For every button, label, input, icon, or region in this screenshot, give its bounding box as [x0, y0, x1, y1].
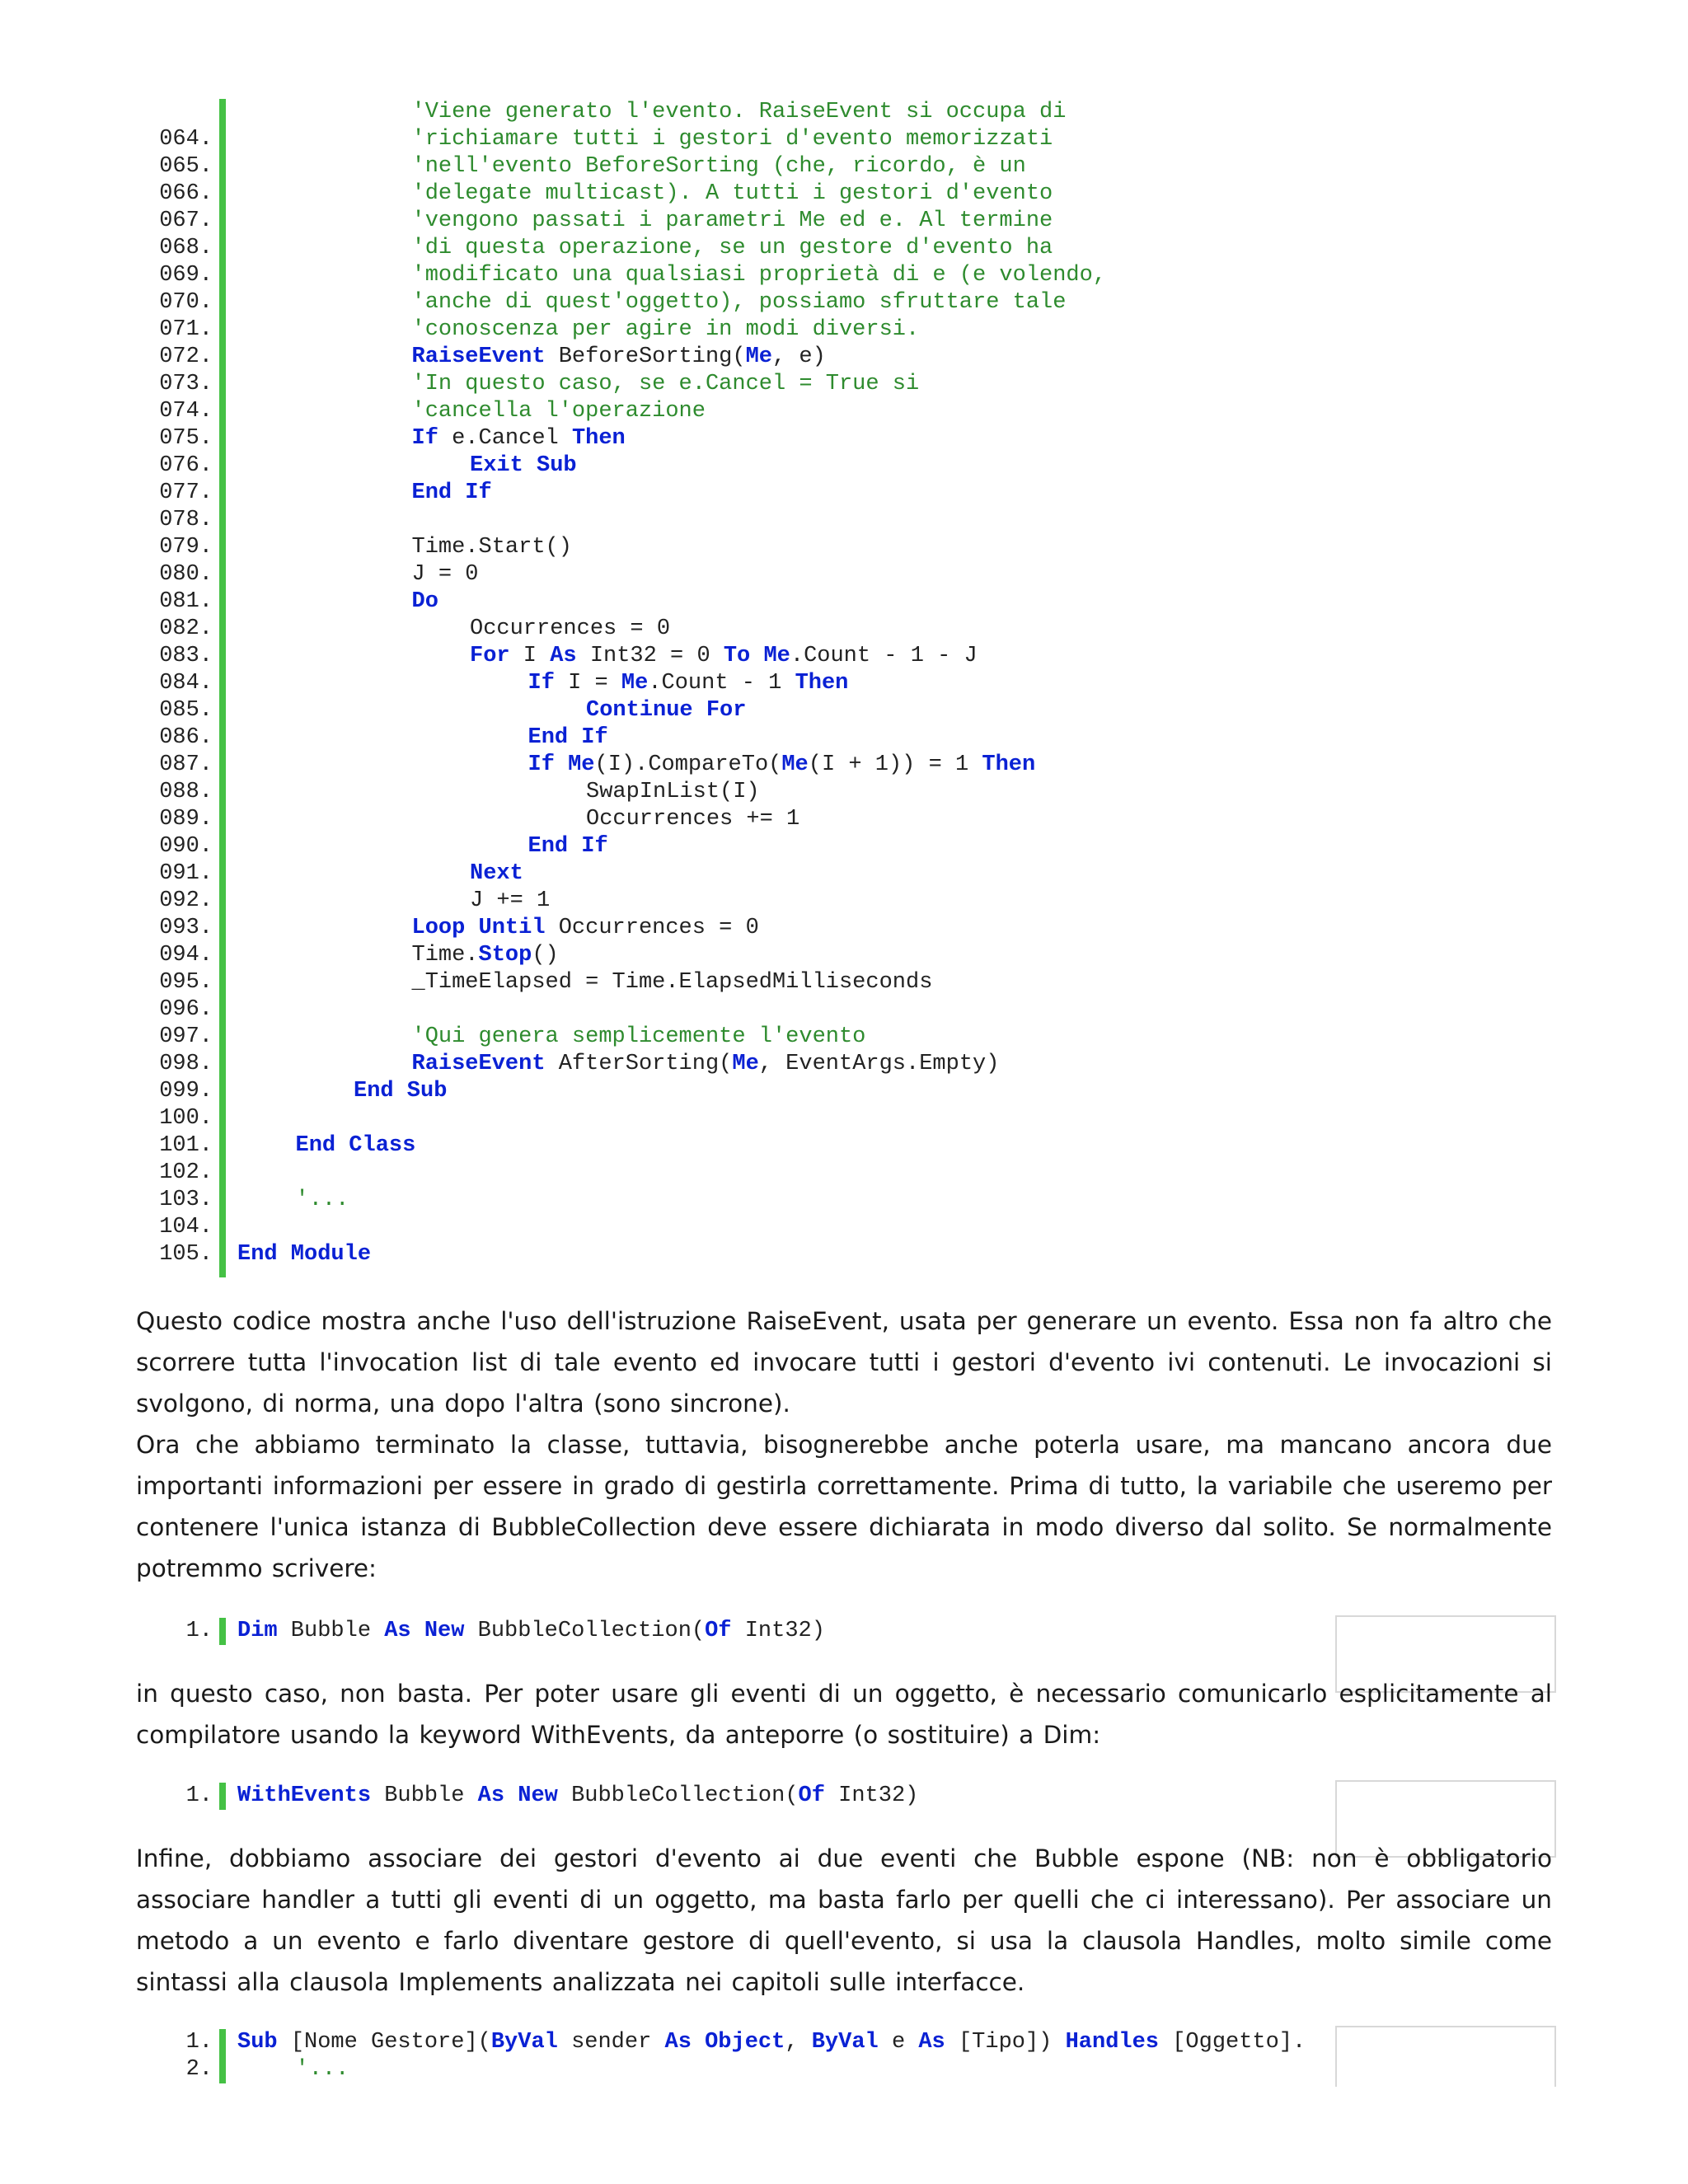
- code-line: [0, 1132, 1688, 1160]
- line-number: 068.: [159, 236, 213, 260]
- code-text: [528, 752, 1036, 779]
- code-token: [555, 752, 568, 777]
- code-token: ,: [785, 2030, 812, 2055]
- code-line: [0, 643, 1688, 670]
- line-number: 064.: [159, 127, 213, 152]
- code-keyword: As New: [384, 1619, 465, 1643]
- code-keyword: As: [550, 644, 577, 668]
- code-token: BubbleCollection(: [464, 1619, 706, 1643]
- code-line: [0, 996, 1688, 1024]
- code-keyword: Do: [411, 589, 438, 614]
- code-keyword: For: [470, 644, 510, 668]
- line-number: 070.: [159, 290, 213, 315]
- code-text: [412, 344, 826, 371]
- line-number: 097.: [159, 1024, 213, 1049]
- line-number: 086.: [159, 725, 213, 750]
- code-text: [412, 1024, 866, 1051]
- code-token: Occurrences = 0: [545, 916, 759, 940]
- code-comment: '...: [295, 1188, 349, 1212]
- code-text: [470, 452, 577, 480]
- code-text: [412, 969, 933, 996]
- code-text: [412, 153, 1026, 180]
- line-number: 098.: [159, 1052, 213, 1076]
- code-keyword: To: [723, 644, 751, 668]
- code-line: [0, 480, 1688, 507]
- line-number: 080.: [159, 562, 213, 587]
- code-text: [412, 915, 759, 942]
- code-keyword: RaiseEvent: [411, 344, 546, 369]
- code-keyword: RaiseEvent: [411, 1052, 546, 1076]
- code-line: [0, 1024, 1688, 1051]
- code-line: [0, 724, 1688, 752]
- code-keyword: Stop: [478, 943, 532, 968]
- code-line: [0, 1214, 1688, 1241]
- code-text: [412, 180, 1053, 208]
- code-line: [0, 289, 1688, 316]
- code-token: [750, 644, 763, 668]
- code-token: Occurrences = 0: [470, 616, 671, 641]
- code-line: [0, 262, 1688, 289]
- code-text: [470, 643, 978, 670]
- code-token: Time.: [411, 943, 479, 968]
- code-text: [237, 1241, 371, 1268]
- code-keyword: End Class: [295, 1133, 416, 1158]
- code-token: , EventArgs.Empty): [758, 1052, 1000, 1076]
- line-number: 083.: [159, 644, 213, 668]
- code-token: .Count - 1 - J: [790, 644, 978, 668]
- line-number: 077.: [159, 480, 213, 505]
- code-keyword: WithEvents: [237, 1783, 372, 1808]
- line-number: 065.: [159, 154, 213, 179]
- code-keyword: Handles: [1065, 2030, 1160, 2055]
- code-token: [Tipo]): [945, 2030, 1066, 2055]
- code-keyword: Then: [795, 671, 849, 696]
- code-line: [0, 588, 1688, 616]
- code-line: [0, 1051, 1688, 1078]
- code-comment: 'vengono passati i parametri Me ed e. Al termine: [411, 209, 1053, 233]
- code-token: .Count - 1: [648, 671, 795, 696]
- line-number: 094.: [159, 943, 213, 968]
- line-number: 075.: [159, 426, 213, 451]
- code-token: Bubble: [371, 1783, 478, 1808]
- code-text: [237, 1618, 825, 1645]
- code-text: [586, 779, 760, 806]
- code-text: [296, 1187, 349, 1214]
- code-comment: 'conoscenza per agire in modi diversi.: [411, 317, 920, 342]
- line-number: 088.: [159, 780, 213, 804]
- code-text: [412, 316, 920, 344]
- code-keyword: Then: [571, 426, 626, 451]
- code-token: e: [878, 2030, 919, 2055]
- code-line: [0, 180, 1688, 208]
- code-comment: 'Viene generato l'evento. RaiseEvent si occupa di: [411, 100, 1067, 124]
- code-text: [586, 806, 799, 833]
- code-keyword: End Module: [237, 1242, 372, 1267]
- code-token: I: [509, 644, 551, 668]
- body-text-block-2: [136, 1673, 1552, 1755]
- code-keyword: ByVal: [490, 2030, 558, 2055]
- code-text: [586, 697, 746, 724]
- body-text-block-3: [136, 1838, 1552, 2003]
- paragraph-handles: Infine, dobbiamo associare dei gestori d'evento ai due eventi che Bubble espone (NB: non è obbligatorio associare handler a tutti gli eventi di un oggetto, ma basta farlo per quelli che ci interessano). Per associare un metodo a un evento e farlo diventare gestore di quell'evento, si usa la clausola Handles, molto simile come sintassi alla clausola Implements analizzata nei capitoli sulle interfacce.: [136, 1844, 1552, 1996]
- code-keyword: Next: [470, 861, 523, 886]
- code-line: [0, 752, 1688, 779]
- code-token: (I + 1)) = 1: [808, 752, 982, 777]
- code-line: [0, 208, 1688, 235]
- code-line: [0, 425, 1688, 452]
- code-line: [0, 1105, 1688, 1132]
- code-line: [0, 99, 1688, 126]
- code-text: [354, 1078, 447, 1105]
- code-keyword: If: [411, 426, 438, 451]
- body-text-block-1: [136, 1301, 1552, 1589]
- code-line: [0, 507, 1688, 534]
- code-token: , e): [771, 344, 826, 369]
- line-number: 103.: [159, 1188, 213, 1212]
- code-line: [0, 1187, 1688, 1214]
- code-comment: 'Qui genera semplicemente l'evento: [411, 1024, 866, 1049]
- code-text: [412, 480, 492, 507]
- code-token: Occurrences += 1: [586, 807, 800, 832]
- code-text: [237, 2029, 1306, 2056]
- code-line: [0, 1241, 1688, 1268]
- line-number: 081.: [159, 589, 213, 614]
- code-line: [0, 153, 1688, 180]
- line-number: 079.: [159, 535, 213, 560]
- code-line: [0, 616, 1688, 643]
- code-text: [412, 371, 920, 398]
- code-keyword: Continue For: [586, 698, 747, 723]
- code-token: e.Cancel: [438, 426, 572, 451]
- code-text: [470, 888, 550, 915]
- line-number: 102.: [159, 1160, 213, 1185]
- line-number: 1.: [185, 1619, 213, 1643]
- code-token: _TimeElapsed = Time.ElapsedMilliseconds: [411, 970, 933, 995]
- code-line: [0, 670, 1688, 697]
- line-number: 090.: [159, 834, 213, 859]
- code-line: [0, 806, 1688, 833]
- code-token: Int32 = 0: [576, 644, 724, 668]
- code-keyword: Of: [798, 1783, 825, 1808]
- code-token: [Oggetto].: [1159, 2030, 1306, 2055]
- code-keyword: Of: [705, 1619, 732, 1643]
- line-number: 067.: [159, 209, 213, 233]
- line-number: 072.: [159, 344, 213, 369]
- line-number: 091.: [159, 861, 213, 886]
- code-keyword: End If: [528, 834, 608, 859]
- line-number: 084.: [159, 671, 213, 696]
- code-text: [412, 262, 1107, 289]
- code-token: Int32): [824, 1783, 919, 1808]
- code-token: SwapInList(I): [586, 780, 760, 804]
- code-line: [0, 697, 1688, 724]
- code-text: [412, 126, 1053, 153]
- code-line: [0, 344, 1688, 371]
- code-token: AfterSorting(: [545, 1052, 733, 1076]
- code-text: [412, 208, 1053, 235]
- code-keyword: Sub: [237, 2030, 278, 2055]
- code-line: [0, 561, 1688, 588]
- code-keyword: Me: [732, 1052, 759, 1076]
- code-token: Bubble: [277, 1619, 385, 1643]
- code-token: BubbleCollection(: [557, 1783, 799, 1808]
- code-keyword: As: [918, 2030, 945, 2055]
- code-text: [237, 1783, 918, 1810]
- code-line: [0, 371, 1688, 398]
- code-keyword: Then: [982, 752, 1036, 777]
- line-number: 104.: [159, 1215, 213, 1240]
- line-number: 066.: [159, 181, 213, 206]
- code-line: [0, 915, 1688, 942]
- line-number: 089.: [159, 807, 213, 832]
- line-number: 1.: [185, 2030, 213, 2055]
- code-comment: 'cancella l'operazione: [411, 399, 706, 424]
- code-line: [0, 534, 1688, 561]
- line-number: 1.: [185, 1783, 213, 1808]
- line-number: 076.: [159, 453, 213, 478]
- code-text: [412, 99, 1067, 126]
- code-line: [0, 235, 1688, 262]
- code-comment: 'modificato una qualsiasi proprietà di e (e volendo,: [411, 263, 1107, 288]
- line-number: 082.: [159, 616, 213, 641]
- code-comment: 'nell'evento BeforeSorting (che, ricordo, è un: [411, 154, 1026, 179]
- code-comment: 'di questa operazione, se un gestore d'evento ha: [411, 236, 1053, 260]
- code-line: [0, 452, 1688, 480]
- code-line: [0, 833, 1688, 860]
- code-token: Time.Start(): [411, 535, 572, 560]
- line-number: 2.: [185, 2057, 213, 2082]
- code-line: [0, 1078, 1688, 1105]
- line-number: 096.: [159, 997, 213, 1022]
- code-keyword: Dim: [237, 1619, 278, 1643]
- line-number: 105.: [159, 1242, 213, 1267]
- code-comment: 'In questo caso, se e.Cancel = True si: [411, 372, 920, 396]
- code-token: Int32): [731, 1619, 825, 1643]
- code-text: [412, 942, 559, 969]
- code-token: (): [532, 943, 559, 968]
- paragraph-instance-declaration: Ora che abbiamo terminato la classe, tuttavia, bisognerebbe anche poterla usare, ma mancano ancora due importanti informazioni per essere in grado di gestirla correttamente. Prima di tutto, la variabile che useremo per contenere l'unica istanza di BubbleCollection deve essere dichiarata in modo diverso dal solito. Se normalmente potremmo scrivere:: [136, 1431, 1552, 1582]
- code-token: J += 1: [470, 888, 551, 913]
- code-token: BeforeSorting(: [545, 344, 746, 369]
- code-line: [0, 316, 1688, 344]
- code-line: [0, 860, 1688, 888]
- code-keyword: Me: [621, 671, 649, 696]
- code-text: [296, 1132, 416, 1160]
- code-text: [470, 616, 670, 643]
- code-token: I =: [554, 671, 621, 696]
- code-keyword: End If: [411, 480, 492, 505]
- paragraph-raiseevent: Questo codice mostra anche l'uso dell'istruzione RaiseEvent, usata per generare un evento. Essa non fa altro che scorrere tutta l'invocation list di tale evento ed invocare tutti i gestori d'evento ivi contenuti. Le invocazioni si svolgono, di norma, una dopo l'altra (sono sincrone).: [136, 1307, 1552, 1418]
- code-text: [412, 588, 438, 616]
- code-keyword: ByVal: [811, 2030, 879, 2055]
- code-comment: 'delegate multicast). A tutti i gestori d'evento: [411, 181, 1053, 206]
- code-line: [0, 942, 1688, 969]
- code-token: (I).CompareTo(: [594, 752, 782, 777]
- code-token: [Nome Gestore](: [277, 2030, 491, 2055]
- code-comment: 'anche di quest'oggetto), possiamo sfruttare tale: [411, 290, 1067, 315]
- code-line: [0, 398, 1688, 425]
- code-keyword: As New: [477, 1783, 558, 1808]
- line-number: 078.: [159, 508, 213, 532]
- code-keyword: Me: [781, 752, 809, 777]
- line-number: 093.: [159, 916, 213, 940]
- code-text: [412, 289, 1067, 316]
- line-number: 092.: [159, 888, 213, 913]
- code-token: sender: [557, 2030, 665, 2055]
- code-text: [296, 2056, 349, 2083]
- code-text: [470, 860, 523, 888]
- code-text: [528, 724, 608, 752]
- code-line: [0, 1160, 1688, 1187]
- code-keyword: End If: [528, 725, 608, 750]
- code-text: [412, 534, 572, 561]
- code-text: [412, 235, 1053, 262]
- code-keyword: Loop Until: [411, 916, 546, 940]
- code-keyword: Me: [745, 344, 772, 369]
- line-number: 101.: [159, 1133, 213, 1158]
- code-token: J = 0: [411, 562, 479, 587]
- code-keyword: Exit Sub: [470, 453, 577, 478]
- line-number: 100.: [159, 1106, 213, 1131]
- code-line: [0, 888, 1688, 915]
- line-number: 099.: [159, 1079, 213, 1104]
- line-number: 073.: [159, 372, 213, 396]
- line-number: 071.: [159, 317, 213, 342]
- code-line: [0, 126, 1688, 153]
- code-keyword: End Sub: [354, 1079, 448, 1104]
- code-text: [412, 561, 479, 588]
- code-text: [412, 398, 706, 425]
- line-number: 074.: [159, 399, 213, 424]
- code-line: [0, 969, 1688, 996]
- code-keyword: If: [528, 752, 555, 777]
- code-text: [412, 1051, 1000, 1078]
- code-text: [412, 425, 626, 452]
- line-number: 069.: [159, 263, 213, 288]
- copy-code-box[interactable]: [1335, 2026, 1556, 2087]
- line-number: 095.: [159, 970, 213, 995]
- line-number: 085.: [159, 698, 213, 723]
- code-line: [0, 779, 1688, 806]
- code-comment: '...: [295, 2057, 349, 2082]
- code-keyword: Me: [763, 644, 790, 668]
- code-comment: 'richiamare tutti i gestori d'evento memorizzati: [411, 127, 1053, 152]
- code-text: [528, 833, 608, 860]
- code-text: [528, 670, 849, 697]
- line-number: 087.: [159, 752, 213, 777]
- code-keyword: As Object: [664, 2030, 785, 2055]
- code-keyword: Me: [568, 752, 595, 777]
- code-keyword: If: [528, 671, 555, 696]
- paragraph-withevents: in questo caso, non basta. Per poter usare gli eventi di un oggetto, è necessario comunicarlo esplicitamente al compilatore usando la keyword WithEvents, da anteporre (o sostituire) a Dim:: [136, 1680, 1552, 1749]
